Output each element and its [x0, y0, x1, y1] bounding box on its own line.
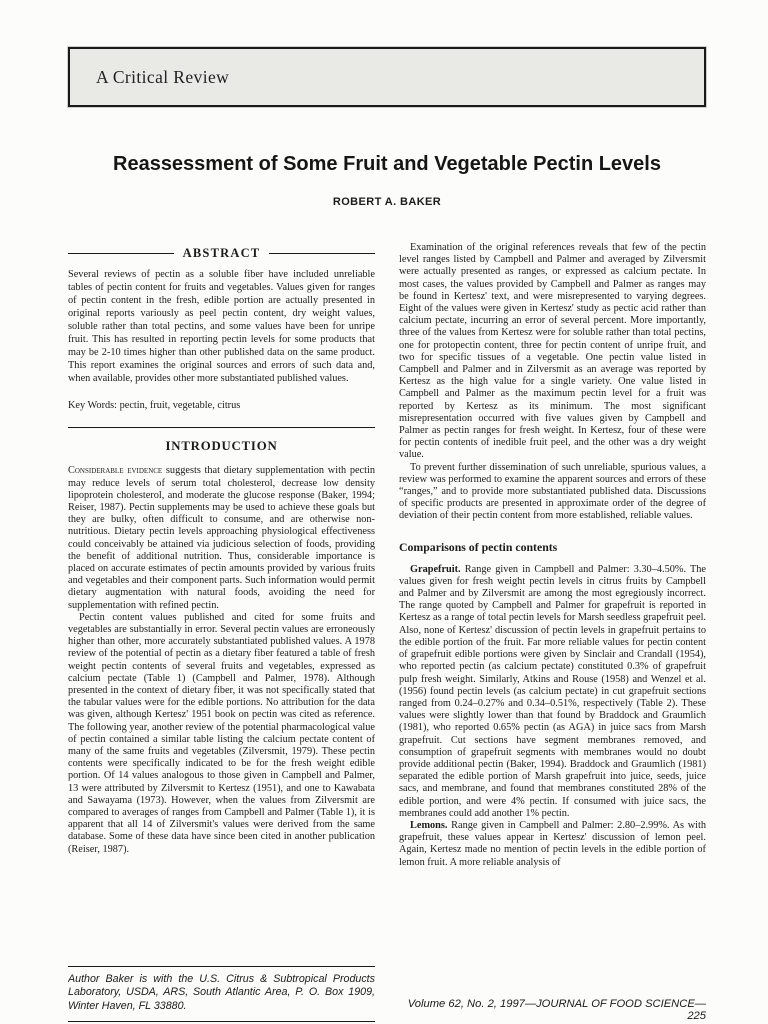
intro-paragraph-1 [68, 465, 375, 611]
introduction-heading: INTRODUCTION [165, 439, 278, 454]
section-divider [68, 427, 375, 428]
intro-paragraph-1-rest: suggests that dietary supplementation with pectin may reduce levels of serum total cholesterol, decrease low density lipoprotein cholesterol, and moderate the glucose response (Baker, 1994; Reiser, 1987). Pectin supplements may be used to achieve these goals but they are bulky, often difficult to consume, and are otherwise non-nutritious. Dietary pectin levels approaching physiological effectiveness could conceivably be attained via judicious selection of foods, providing the benefit of additional nutrition. Thus, considerable importance is placed on accurate estimates of pectin amounts provided by various fruits and vegetables and their component parts. Such information would permit dietary augmentation with natural foods, avoiding the need for supplementation with refined pectin. [68, 465, 375, 611]
author-name: ROBERT A. BAKER [332, 196, 442, 208]
abstract-text: Several reviews of pectin as a soluble fiber have included unreliable tables of pectin content for fruits and vegetables. Values given for ranges of pectin content in the fresh, edible portion are actually presented in original reports variously as peel pectin content, dry weight values, soluble rather than total pectins, and some values have been for unripe fruit. This has resulted in reporting pectin levels for some products that may be 2-10 times higher than other published data on the same product. This report examines the original sources and errors of such data and, when available, provides other more substantiated published values. [68, 269, 375, 384]
grapefruit-text: Range given in Campbell and Palmer: 3.30–4.50%. The values given for fresh weight pectin levels in citrus fruits by Campbell and Palmer and by Zilversmit are among the most egregiously incorrect. The range quoted by Campbell and Palmer for grapefruit is reported in Kertesz as a range of total pectin levels for Marsh seedless grapefruit peel. Also, none of Kertesz' discussion of pectin levels in grapefruit pertains to the edible portion of the fruit. Far more reliable values for pectin content of grapefruit edible portions were given by Sinclair and Crandall (1954), who reported pectin (as calcium pectate) constituted 0.3% of grapefruit pulp fresh weight. Similarly, Atkins and Rouse (1958) and Wenzel et al. (1956) found pectin levels (as calcium pectate) in cut grapefruit sections ranged from 0.24–0.27% and 0.34–0.51%, respectively (Table 2). These values were slightly lower than that found by Braddock and Graumlich (1981), who reported 0.65% pectin (as AGA) in juice sacs from Marsh grapefruit. Cut sections have segment membranes removed, and consumption of grapefruit segments with membranes would no doubt provide additional pectin (Baker, 1994). Braddock and Graumlich (1981) separated the edible portion of Marsh grapefruit into juice, seeds, juice sacs, and membrane, and found that membranes constituted 28% of the edible portion, and were 4% pectin. If consumed with juice sacs, the membranes could add another 1% pectin. [399, 563, 706, 819]
lemons-text: Range given in Campbell and Palmer: 2.80–2.99%. As with grapefruit, these values appear in Kertesz' discussion of lemon peel. Again, Kertesz made no mention of pectin levels in the edible portion of lemon fruit. A more reliable analysis of [399, 819, 706, 868]
lemons-paragraph [399, 820, 706, 869]
smallcaps-lead: Considerable evidence [68, 465, 163, 477]
lemons-lead: Lemons. [410, 819, 448, 831]
intro-paragraph-2: Pectin content values published and cited for some fruits and vegetables are substantially in error. Several pectin values are erroneously higher than other, more accurately substantiated published values. A 1978 review of the potential of pectin as a dietary fiber featured a table of fresh weight pectin contents of several fruits and vegetables, expressed as calcium pectate (Table 1) (Campbell and Palmer, 1978). Although presented in the context of dietary fiber, it was not specifically stated that the tabular values were for the edible portions. No attribution for the data was given, although Kertesz' 1951 book on pectin was cited as reference. The following year, another review of the potential pharmacological value of pectin contained a similar table listing the calcium pectate content of many of the same fruits and vegetables (Zilversmit, 1979). These pectin contents were specifically indicated to be for the fresh weight edible portion. Of 14 values analogous to those given in Campbell and Palmer, 13 were attributed by Zilversmit to Kertesz (1951), and one to Kawabata and Sawayama (1973). However, when the values from Zilversmit are compared to averages of ranges from Campbell and Palmer (Table 1), it is apparent that all 14 of Zilversmit's values were derived from the same database. Some of these data have since been cited in another publication (Reiser, 1987). [68, 611, 375, 855]
prevention-paragraph: To prevent further dissemination of such unreliable, spurious values, a review was performed to examine the apparent sources and errors of these “ranges,” and to provide more substantiated published data. Discussions of specific products are presented in approximate order of the degree of deviation of their pectin content from more established, reliable values. [399, 461, 706, 522]
abstract-rule-right [269, 253, 375, 254]
paper-title: Reassessment of Some Fruit and Vegetable Pectin Levels [113, 153, 661, 175]
examination-paragraph: Examination of the original references reveals that few of the pectin level ranges listed by Campbell and Palmer and averaged by Zilversmit were actually presented as ranges, or expressed as calcium pectate. In most cases, the values provided by Campbell and Palmer as ranges may be found in Kertesz' text, and were misrepresented to varying degrees. Eight of the values were given in Kertesz' study as pectic acid rather than calcium pectate, incurring an error of several percent. More importantly, three of the values from Kertesz were for soluble rather than total pectins, one for protopectin content, three for pectin content of unripe fruit, and two for specific tissues of a vegetable. One pectin value listed in Campbell and Palmer and in Zilversmit as an average was reported by Kertesz as the high value for a single variety. One value listed in Campbell and Palmer as the maximum pectin level for a fruit was reported by Kertesz as its minimum. The most significant misrepresentation occurred with five values given by Campbell and Palmer as pectin ranges for fresh weight. In Kertesz, four of these were for pectin contents of inedible fruit peel, and the other was a dry weight value. [399, 242, 706, 461]
right-column [399, 242, 706, 1022]
abstract-heading [68, 246, 375, 261]
review-banner [68, 47, 706, 107]
author-affiliation-note [68, 966, 375, 1022]
two-column-body [68, 242, 706, 1022]
grapefruit-paragraph [399, 564, 706, 820]
abstract-rule-left [68, 253, 174, 254]
left-column [68, 242, 375, 1022]
grapefruit-lead: Grapefruit. [410, 563, 461, 575]
review-banner-label: A Critical Review [96, 66, 230, 87]
section-heading-comparisons: Comparisons of pectin contents [399, 539, 558, 554]
keywords-line: Key Words: pectin, fruit, vegetable, citrus [68, 400, 241, 411]
author-affiliation-text: Author Baker is with the U.S. Citrus & Subtropical Products Laboratory, USDA, ARS, South Atlantic Area, P. O. Box 1909, Winter Haven, FL 33880. [68, 972, 375, 1012]
page-footer: Volume 62, No. 2, 1997—JOURNAL OF FOOD SCIENCE—225 [407, 998, 706, 1022]
abstract-heading-label: ABSTRACT [182, 246, 261, 260]
